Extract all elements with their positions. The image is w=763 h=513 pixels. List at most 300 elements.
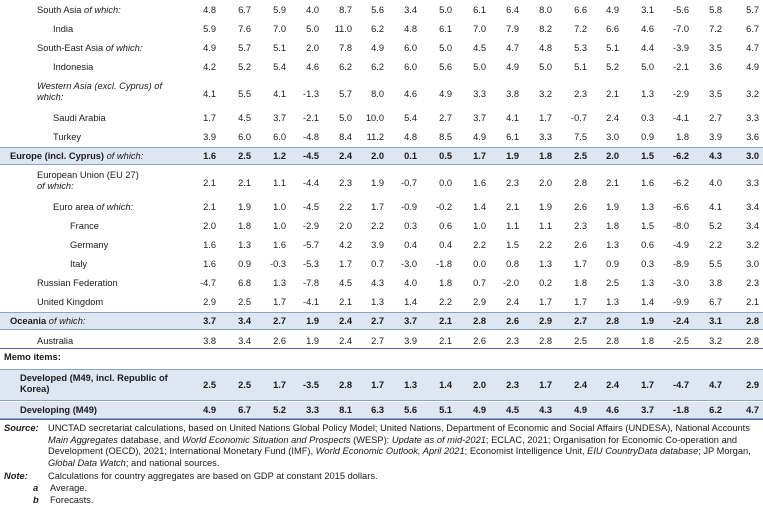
value-cell: 4.8 xyxy=(404,23,417,34)
source-segment: ; JP Morgan, xyxy=(698,446,751,457)
value-cell: 2.4 xyxy=(506,296,519,307)
value-cell: 0.0 xyxy=(439,177,452,188)
value-cell: 1.4 xyxy=(473,201,486,212)
value-cell: -7.8 xyxy=(302,277,319,288)
value-cell: 2.3 xyxy=(574,88,587,99)
value-cell: 5.7 xyxy=(746,4,759,15)
value-cell: 3.9 xyxy=(709,131,722,142)
value-cell: 1.9 xyxy=(238,201,251,212)
value-cell: 2.1 xyxy=(746,296,759,307)
value-cell: 5.7 xyxy=(238,42,251,53)
value-cell: 1.6 xyxy=(473,177,486,188)
value-cell: 1.3 xyxy=(404,379,417,390)
value-cell: 8.4 xyxy=(339,131,352,142)
row-label-text: Russian Federation xyxy=(37,277,118,288)
source-segment: ; ECLAC, 2021; Organisation for Economic Co-operation and Development (OECD), 2021; International Monetary Fund (IMF), xyxy=(48,434,738,457)
row-label-text: Euro area xyxy=(53,201,94,212)
value-cell: 4.1 xyxy=(273,88,286,99)
value-cell: 6.8 xyxy=(238,277,251,288)
value-cell: 3.7 xyxy=(641,404,654,415)
value-cell: 0.9 xyxy=(606,258,619,269)
source-segment: Update as of mid-2021 xyxy=(391,434,486,445)
value-cell: 2.1 xyxy=(506,201,519,212)
memo-row-label: Developed (M49, incl. Republic of Korea) xyxy=(20,373,168,394)
value-cell: 6.2 xyxy=(371,23,384,34)
value-cell: 3.3 xyxy=(539,131,552,142)
value-cell: 11.2 xyxy=(366,131,384,142)
table-row xyxy=(0,237,763,253)
value-cell: 8.0 xyxy=(371,88,384,99)
value-cell: 3.4 xyxy=(404,4,417,15)
value-cell: 8.7 xyxy=(339,4,352,15)
source-segment: Global Data Watch xyxy=(48,457,126,468)
value-cell: -5.3 xyxy=(302,258,319,269)
value-cell: 2.8 xyxy=(473,315,486,326)
value-cell: 0.1 xyxy=(404,150,417,161)
value-cell: 6.2 xyxy=(339,61,352,72)
value-cell: 0.3 xyxy=(404,220,417,231)
row-label-text: South-East Asia xyxy=(37,42,104,53)
value-cell: 2.0 xyxy=(203,220,216,231)
value-cell: 2.5 xyxy=(238,379,251,390)
row-label xyxy=(37,297,103,308)
value-cell: 4.3 xyxy=(371,277,384,288)
value-cell: 2.1 xyxy=(439,335,452,346)
value-cell: 1.1 xyxy=(273,177,286,188)
value-cell: 3.2 xyxy=(746,239,759,250)
value-cell: 5.9 xyxy=(273,4,286,15)
value-cell: -4.5 xyxy=(302,201,319,212)
value-cell: 1.6 xyxy=(203,239,216,250)
value-cell: 6.3 xyxy=(371,404,384,415)
value-cell: 4.2 xyxy=(203,61,216,72)
value-cell: 6.2 xyxy=(371,61,384,72)
value-cell: 5.4 xyxy=(404,112,417,123)
table-row xyxy=(0,275,763,291)
row-label xyxy=(70,259,87,270)
value-cell: 1.3 xyxy=(273,277,286,288)
value-cell: -1.3 xyxy=(302,88,319,99)
row-label-text: France xyxy=(70,220,99,231)
row-label xyxy=(37,278,118,289)
value-cell: 1.3 xyxy=(371,296,384,307)
value-cell: 3.1 xyxy=(641,4,654,15)
value-cell: -4.8 xyxy=(302,131,319,142)
value-cell: 3.7 xyxy=(404,315,417,326)
value-cell: 2.3 xyxy=(506,177,519,188)
value-cell: 2.4 xyxy=(339,150,352,161)
value-cell: 2.8 xyxy=(606,335,619,346)
value-cell: -4.5 xyxy=(302,150,319,161)
value-cell: 2.3 xyxy=(506,335,519,346)
row-label xyxy=(53,202,133,213)
table-row xyxy=(0,170,763,196)
value-cell: 4.1 xyxy=(506,112,519,123)
value-cell: 2.9 xyxy=(539,315,552,326)
value-cell: 1.8 xyxy=(539,150,552,161)
footnote-key: b xyxy=(33,495,39,505)
value-cell: 3.8 xyxy=(506,88,519,99)
row-rule xyxy=(0,400,763,401)
row-rule xyxy=(0,164,763,165)
value-cell: 3.7 xyxy=(473,112,486,123)
value-cell: 0.4 xyxy=(404,239,417,250)
table-row xyxy=(0,199,763,215)
value-cell: 3.8 xyxy=(709,277,722,288)
value-cell: 4.5 xyxy=(238,112,251,123)
value-cell: -6.6 xyxy=(672,201,689,212)
value-cell: 2.9 xyxy=(473,296,486,307)
value-cell: 1.6 xyxy=(203,258,216,269)
value-cell: 2.9 xyxy=(746,379,759,390)
value-cell: 3.4 xyxy=(238,335,251,346)
value-cell: 4.9 xyxy=(574,404,587,415)
value-cell: 2.0 xyxy=(339,220,352,231)
row-label xyxy=(70,240,108,251)
value-cell: 1.7 xyxy=(371,201,384,212)
value-cell: 4.9 xyxy=(203,404,216,415)
value-cell: 2.3 xyxy=(574,220,587,231)
value-cell: 3.0 xyxy=(606,131,619,142)
value-cell: 2.1 xyxy=(238,177,251,188)
value-cell: 6.4 xyxy=(506,4,519,15)
value-cell: 2.6 xyxy=(574,239,587,250)
value-cell: 5.1 xyxy=(439,404,452,415)
value-cell: 4.7 xyxy=(746,404,759,415)
row-label xyxy=(53,132,81,143)
value-cell: -3.9 xyxy=(672,42,689,53)
value-cell: 5.3 xyxy=(574,42,587,53)
table-row xyxy=(0,294,763,310)
value-cell: 2.2 xyxy=(371,220,384,231)
value-cell: 1.7 xyxy=(273,379,286,390)
value-cell: 1.3 xyxy=(606,296,619,307)
value-cell: 2.4 xyxy=(606,112,619,123)
value-cell: 1.9 xyxy=(371,177,384,188)
value-cell: -5.7 xyxy=(302,239,319,250)
value-cell: 1.3 xyxy=(606,239,619,250)
value-cell: 2.0 xyxy=(371,150,384,161)
table-row xyxy=(0,218,763,234)
value-cell: 0.6 xyxy=(439,220,452,231)
row-label xyxy=(53,113,106,124)
value-cell: 6.7 xyxy=(238,404,251,415)
value-cell: 4.2 xyxy=(339,239,352,250)
value-cell: 5.2 xyxy=(709,220,722,231)
value-cell: 2.7 xyxy=(371,315,384,326)
value-cell: -2.9 xyxy=(302,220,319,231)
value-cell: -3.5 xyxy=(302,379,319,390)
value-cell: -2.0 xyxy=(502,277,519,288)
value-cell: 2.8 xyxy=(339,379,352,390)
footnote xyxy=(4,483,204,495)
value-cell: 6.2 xyxy=(709,404,722,415)
row-label-qualifier: of which: xyxy=(37,181,74,191)
value-cell: 2.4 xyxy=(339,315,352,326)
source-segment: database, and xyxy=(117,434,183,445)
row-label-text: Australia xyxy=(37,335,74,346)
table-row xyxy=(0,40,763,56)
value-cell: 2.5 xyxy=(574,150,587,161)
value-cell: 3.4 xyxy=(238,315,251,326)
value-cell: 4.7 xyxy=(506,42,519,53)
value-cell: 0.3 xyxy=(641,112,654,123)
value-cell: 5.1 xyxy=(574,61,587,72)
value-cell: 3.9 xyxy=(203,131,216,142)
value-cell: 1.1 xyxy=(506,220,519,231)
value-cell: 3.6 xyxy=(709,61,722,72)
row-rule xyxy=(0,329,763,330)
value-cell: 1.8 xyxy=(439,277,452,288)
value-cell: 3.1 xyxy=(709,315,722,326)
value-cell: 1.7 xyxy=(371,379,384,390)
value-cell: -4.7 xyxy=(199,277,216,288)
value-cell: 1.8 xyxy=(641,335,654,346)
value-cell: 1.7 xyxy=(641,379,654,390)
value-cell: -8.0 xyxy=(672,220,689,231)
value-cell: 5.6 xyxy=(439,61,452,72)
value-cell: 3.4 xyxy=(746,220,759,231)
row-label-text: European Union (EU 27) xyxy=(37,170,139,180)
row-label xyxy=(37,5,121,16)
value-cell: 3.9 xyxy=(404,335,417,346)
value-cell: 1.3 xyxy=(641,88,654,99)
value-cell: -0.2 xyxy=(435,201,452,212)
row-label-qualifier: of which: xyxy=(81,4,121,15)
value-cell: -4.1 xyxy=(302,296,319,307)
row-label xyxy=(37,43,142,54)
row-label-text: Saudi Arabia xyxy=(53,112,106,123)
value-cell: 1.4 xyxy=(404,296,417,307)
value-cell: 1.3 xyxy=(238,239,251,250)
value-cell: 5.6 xyxy=(404,404,417,415)
footnote-text: Forecasts. xyxy=(50,495,94,505)
row-label xyxy=(70,221,99,232)
value-cell: 0.8 xyxy=(506,258,519,269)
value-cell: 2.3 xyxy=(746,277,759,288)
table-row xyxy=(0,21,763,37)
source-segment: EIU CountryData database xyxy=(587,446,699,457)
value-cell: 2.7 xyxy=(273,315,286,326)
value-cell: 4.1 xyxy=(203,88,216,99)
value-cell: 0.4 xyxy=(439,239,452,250)
value-cell: 2.2 xyxy=(439,296,452,307)
value-cell: 6.0 xyxy=(404,61,417,72)
value-cell: -0.7 xyxy=(570,112,587,123)
value-cell: 3.2 xyxy=(709,335,722,346)
value-cell: -7.0 xyxy=(672,23,689,34)
value-cell: 1.7 xyxy=(339,258,352,269)
value-cell: 1.3 xyxy=(641,277,654,288)
source-segment: Main Aggregates xyxy=(48,434,118,445)
row-label-qualifier: of which: xyxy=(46,315,86,326)
memo-row-label: Developing (M49) xyxy=(20,404,97,415)
value-cell: 1.4 xyxy=(641,296,654,307)
value-cell: 1.8 xyxy=(238,220,251,231)
value-cell: 1.6 xyxy=(203,150,216,161)
value-cell: 2.1 xyxy=(606,177,619,188)
value-cell: 8.0 xyxy=(539,4,552,15)
value-cell: 5.0 xyxy=(641,61,654,72)
value-cell: 4.0 xyxy=(404,277,417,288)
source-segment: ; and national sources. xyxy=(125,457,220,468)
table-row xyxy=(0,2,763,18)
row-label xyxy=(37,170,177,192)
value-cell: 4.1 xyxy=(709,201,722,212)
value-cell: 4.8 xyxy=(404,131,417,142)
row-label-text: Germany xyxy=(70,239,109,250)
source-text xyxy=(48,423,759,469)
row-label-text: Turkey xyxy=(53,131,82,142)
note-text: Calculations for country aggregates are based on GDP at constant 2015 dollars. xyxy=(48,471,378,481)
value-cell: 2.6 xyxy=(574,201,587,212)
value-cell: 1.9 xyxy=(641,315,654,326)
value-cell: 1.8 xyxy=(606,220,619,231)
value-cell: 4.5 xyxy=(506,404,519,415)
value-cell: 4.9 xyxy=(606,4,619,15)
value-cell: 7.2 xyxy=(574,23,587,34)
value-cell: 0.3 xyxy=(641,258,654,269)
value-cell: 4.9 xyxy=(746,61,759,72)
value-cell: -5.6 xyxy=(672,4,689,15)
value-cell: 2.5 xyxy=(606,277,619,288)
row-label xyxy=(53,24,73,35)
value-cell: 1.5 xyxy=(641,220,654,231)
value-cell: 2.5 xyxy=(574,335,587,346)
value-cell: 5.0 xyxy=(439,4,452,15)
value-cell: 2.7 xyxy=(574,315,587,326)
value-cell: 4.9 xyxy=(371,42,384,53)
value-cell: 5.9 xyxy=(203,23,216,34)
table-row xyxy=(0,256,763,272)
value-cell: 1.7 xyxy=(273,296,286,307)
value-cell: 5.5 xyxy=(238,88,251,99)
value-cell: 1.7 xyxy=(574,258,587,269)
value-cell: 0.5 xyxy=(439,150,452,161)
value-cell: 7.5 xyxy=(574,131,587,142)
value-cell: -0.7 xyxy=(400,177,417,188)
value-cell: 5.2 xyxy=(273,404,286,415)
table-row xyxy=(0,333,763,349)
row-label-qualifier: of which: xyxy=(93,201,134,212)
value-cell: 4.9 xyxy=(439,88,452,99)
value-cell: 2.8 xyxy=(606,315,619,326)
value-cell: 3.2 xyxy=(539,88,552,99)
value-cell: -4.9 xyxy=(672,239,689,250)
source-segment: UNCTAD secretariat calculations, based on United Nations Global Policy Model; United Nations, Department of Economic and Social Affairs (UNDESA), National Accounts xyxy=(48,423,750,433)
footnote-key: a xyxy=(33,483,39,493)
value-cell: 2.0 xyxy=(539,177,552,188)
value-cell: 1.7 xyxy=(473,150,486,161)
value-cell: 2.6 xyxy=(273,335,286,346)
value-cell: 2.8 xyxy=(574,177,587,188)
value-cell: 4.3 xyxy=(539,404,552,415)
value-cell: 5.0 xyxy=(439,42,452,53)
value-cell: 2.7 xyxy=(709,112,722,123)
value-cell: 10.0 xyxy=(365,112,384,123)
value-cell: 2.1 xyxy=(339,296,352,307)
value-cell: 1.9 xyxy=(306,335,319,346)
value-cell: -4.4 xyxy=(302,177,319,188)
value-cell: 1.5 xyxy=(641,150,654,161)
value-cell: 2.7 xyxy=(371,335,384,346)
value-cell: 2.8 xyxy=(746,315,759,326)
value-cell: 1.0 xyxy=(273,220,286,231)
row-label-text: Indonesia xyxy=(53,61,94,72)
value-cell: 2.0 xyxy=(306,42,319,53)
row-label-qualifier: Western Asia (excl. Cyprus) of which: xyxy=(37,81,163,102)
value-cell: 4.8 xyxy=(203,4,216,15)
value-cell: -0.9 xyxy=(400,201,417,212)
row-label xyxy=(10,151,143,162)
value-cell: 4.6 xyxy=(641,23,654,34)
value-cell: 2.1 xyxy=(606,88,619,99)
value-cell: 1.7 xyxy=(539,112,552,123)
value-cell: 2.3 xyxy=(339,177,352,188)
memo-rule xyxy=(0,348,763,349)
value-cell: -0.3 xyxy=(269,258,286,269)
value-cell: 3.3 xyxy=(473,88,486,99)
value-cell: 6.1 xyxy=(439,23,452,34)
value-cell: 2.6 xyxy=(473,335,486,346)
value-cell: 5.0 xyxy=(339,112,352,123)
table-row xyxy=(0,59,763,75)
value-cell: 1.5 xyxy=(506,239,519,250)
value-cell: 5.7 xyxy=(339,88,352,99)
value-cell: 6.7 xyxy=(709,296,722,307)
row-label xyxy=(37,336,73,347)
value-cell: 2.8 xyxy=(539,335,552,346)
value-cell: 5.2 xyxy=(606,61,619,72)
value-cell: 1.9 xyxy=(306,315,319,326)
value-cell: -3.0 xyxy=(672,277,689,288)
value-cell: 1.6 xyxy=(273,239,286,250)
value-cell: 4.9 xyxy=(473,131,486,142)
value-cell: 3.6 xyxy=(746,131,759,142)
value-cell: 1.3 xyxy=(539,258,552,269)
source-segment: ; Economist Intelligence Unit, xyxy=(464,446,588,457)
note-label: Note: xyxy=(4,471,28,481)
row-label-text: South Asia xyxy=(37,4,82,15)
value-cell: 2.5 xyxy=(238,150,251,161)
value-cell: 0.9 xyxy=(641,131,654,142)
row-label-text: United Kingdom xyxy=(37,296,104,307)
value-cell: 6.0 xyxy=(273,131,286,142)
value-cell: 3.5 xyxy=(709,42,722,53)
value-cell: 0.9 xyxy=(238,258,251,269)
value-cell: 1.6 xyxy=(641,177,654,188)
value-cell: 4.5 xyxy=(339,277,352,288)
value-cell: 6.1 xyxy=(473,4,486,15)
value-cell: 7.0 xyxy=(473,23,486,34)
value-cell: 2.8 xyxy=(746,335,759,346)
value-cell: 1.7 xyxy=(539,296,552,307)
value-cell: 5.0 xyxy=(306,23,319,34)
value-cell: 2.2 xyxy=(709,239,722,250)
value-cell: -2.4 xyxy=(672,315,689,326)
value-cell: 1.0 xyxy=(273,201,286,212)
value-cell: 3.0 xyxy=(746,258,759,269)
value-cell: 4.9 xyxy=(203,42,216,53)
value-cell: 3.3 xyxy=(306,404,319,415)
row-rule xyxy=(0,147,763,148)
value-cell: 7.2 xyxy=(709,23,722,34)
value-cell: 6.0 xyxy=(404,42,417,53)
value-cell: -2.1 xyxy=(302,112,319,123)
source-label: Source: xyxy=(4,423,39,433)
value-cell: 1.0 xyxy=(473,220,486,231)
value-cell: -6.2 xyxy=(672,150,689,161)
